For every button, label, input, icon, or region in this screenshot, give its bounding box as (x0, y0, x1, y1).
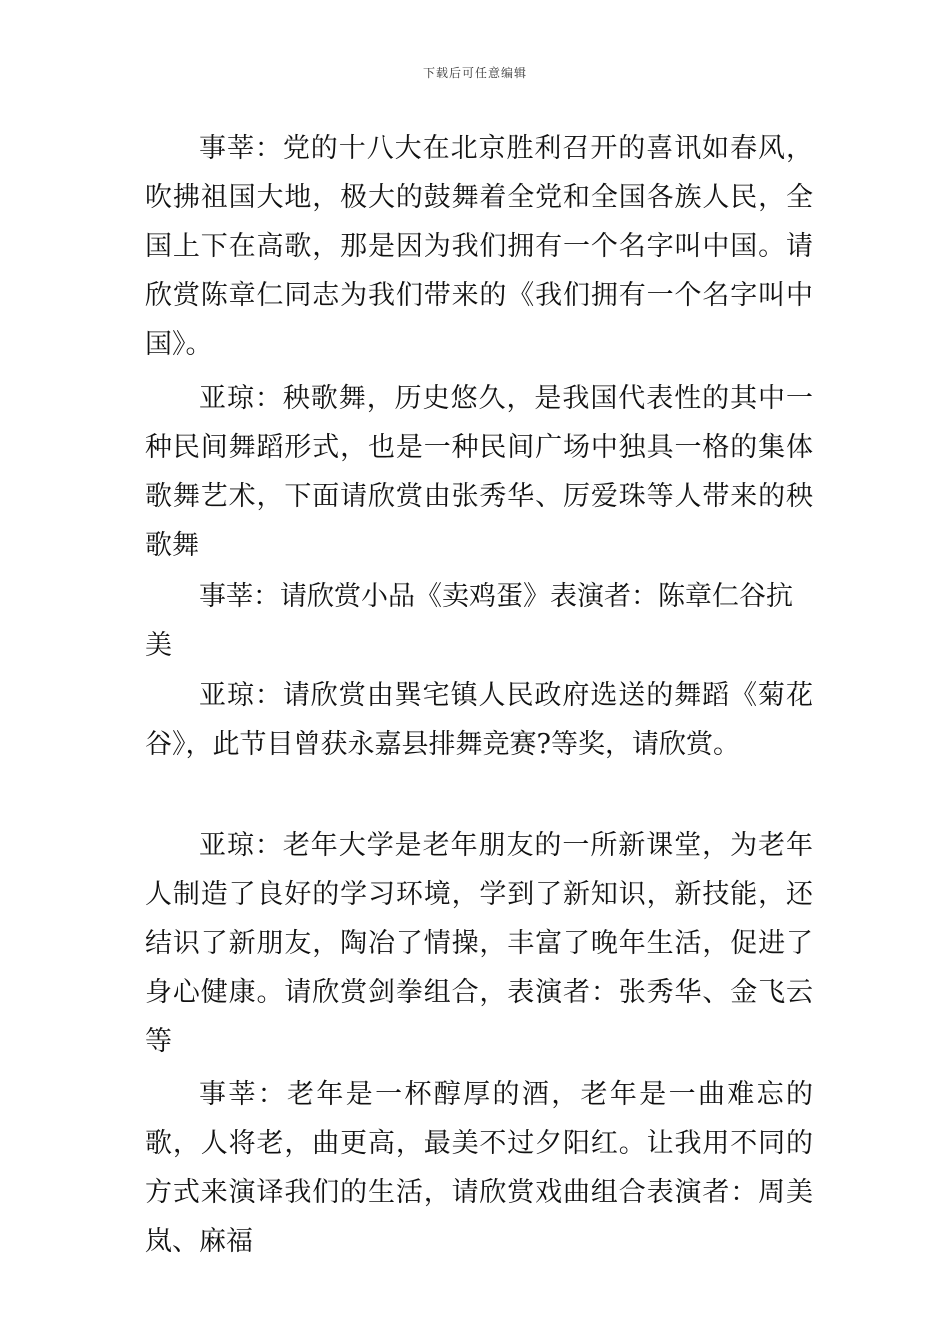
paragraph-5: 亚琼：老年大学是老年朋友的一所新课堂，为老年人制造了良好的学习环境，学到了新知识，新技能，还结识了新朋友，陶冶了情操，丰富了晚年生活，促进了身心健康。请欣赏剑拳组合，表演者：张秀华、金飞云等 (145, 830, 813, 1057)
paragraph-2: 亚琼：秧歌舞，历史悠久，是我国代表性的其中一种民间舞蹈形式，也是一种民间广场中独具一格的集体歌舞艺术，下面请欣赏由张秀华、厉爱珠等人带来的秧歌舞 (145, 383, 813, 561)
paragraph-4: 亚琼：请欣赏由巽宅镇人民政府选送的舞蹈《菊花谷》，此节目曾获永嘉县排舞竞赛?等奖，请欣赏。 (145, 680, 813, 760)
paragraph-6: 事莘：老年是一杯醇厚的酒，老年是一曲难忘的歌，人将老，曲更高，最美不过夕阳红。让我用不同的方式来演译我们的生活，请欣赏戏曲组合表演者：周美岚、麻福 (145, 1079, 813, 1257)
paragraph-3: 事莘：请欣赏小品《卖鸡蛋》表演者：陈章仁谷抗美 (145, 581, 793, 661)
page-header: 下载后可任意编辑 (422, 66, 527, 80)
paragraph-1: 事莘：党的十八大在北京胜利召开的喜讯如春风，吹拂祖国大地，极大的鼓舞着全党和全国各族人民，全国上下在高歌，那是因为我们拥有一个名字叫中国。请欣赏陈章仁同志为我们带来的《我们拥有一个名字叫中国》。 (145, 133, 813, 360)
